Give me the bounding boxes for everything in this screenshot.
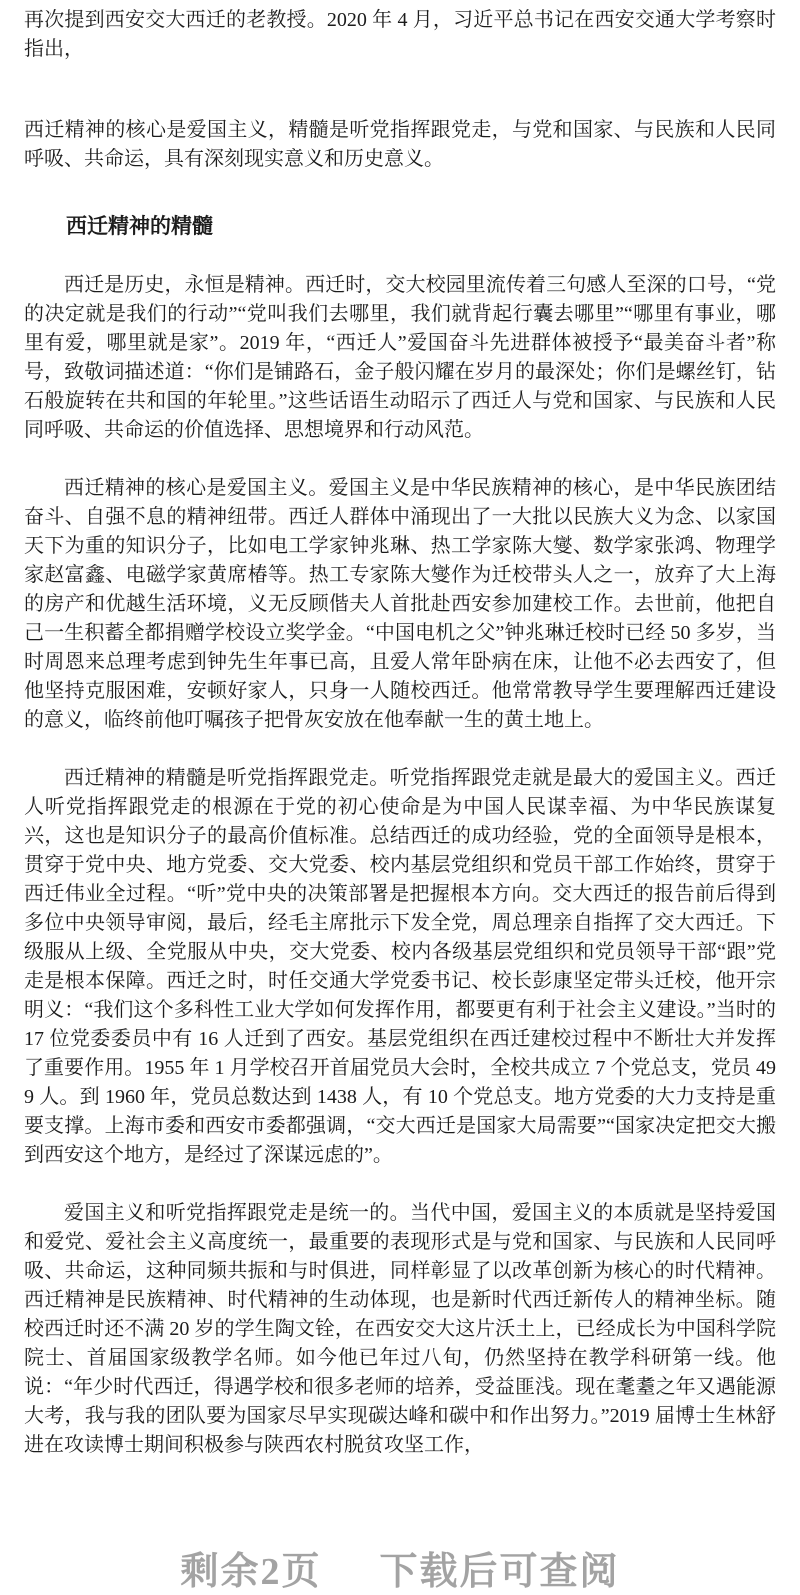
lead-paragraph: 西迁精神的核心是爱国主义，精髓是听党指挥跟党走，与党和国家、与民族和人民同呼吸、共命运，具有深刻现实意义和历史意义。 [24, 119, 776, 170]
page-footer [24, 1540, 776, 1595]
continuation-line: 再次提到西安交大西迁的老教授。2020 年 4 月，习近平总书记在西安交通大学考察时指出， [24, 9, 776, 60]
body-paragraph-3: 西迁精神的精髓是听党指挥跟党走。听党指挥跟党走就是最大的爱国主义。西迁人听党指挥跟党走的根源在于党的初心使命是为中国人民谋幸福、为中华民族谋复兴，这也是知识分子的最高价值标准。总结西迁的成功经验，党的全面领导是根本，贯穿于党中央、地方党委、交大党委、校内基层党组织和党员干部工作始终，贯穿于西迁伟业全过程。“听”党中央的决策部署是把握根本方向。交大西迁的报告前后得到多位中央领导审阅，最后，经毛主席批示下发全党，周总理亲自指挥了交大西迁。下级服从上级、全党服从中央，交大党委、校内各级基层党组织和党员领导干部“跟”党走是根本保障。西迁之时，时任交通大学党委书记、校长彭康坚定带头迁校，他开宗明义：“我们这个多科性工业大学如何发挥作用，都要更有利于社会主义建设。”当时的 17 位党委委员中有 16 人迁到了西安。基层党组织在西迁建校过程中不断壮大并发挥了重要作用。1955 年 1 月学校召开首届党员大会时，全校共成立 7 个党总支，党员 499 人。到 1960 年，党员总数达到 1438 人，有 10 个党总支。地方党委的大力支持是重要支撑。上海市委和西安市委都强调，“交大西迁是国家大局需要”“国家决定把交大搬到西安这个地方，是经过了深谋远虑的”。 [24, 767, 776, 1166]
download-hint-label: 下载后可查阅 [379, 1551, 620, 1593]
body-paragraph-1: 西迁是历史，永恒是精神。西迁时，交大校园里流传着三句感人至深的口号，“党的决定就是我们的行动”“党叫我们去哪里，我们就背起行囊去哪里”“哪里有事业，哪里有爱，哪里就是家”。2019 年，“西迁人”爱国奋斗先进群体被授予“最美奋斗者”称号，致敬词描述道：“你们是铺路石，金子般闪耀在岁月的最深处；你们是螺丝钉，钻石般旋转在共和国的年轮里。”这些话语生动昭示了西迁人与党和国家、与民族和人民同呼吸、共命运的价值选择、思想境界和行动风范。 [24, 274, 776, 441]
pages-remaining-label: 剩余2页 [180, 1551, 322, 1593]
body-paragraph-4: 爱国主义和听党指挥跟党走是统一的。当代中国，爱国主义的本质就是坚持爱国和爱党、爱社会主义高度统一，最重要的表现形式是与党和国家、与民族和人民同呼吸、共命运，这种同频共振和与时俱进，同样彰显了以改革创新为核心的时代精神。西迁精神是民族精神、时代精神的生动体现，也是新时代西迁新传人的精神坐标。随校西迁时还不满 20 岁的学生陶文铨，在西安交大这片沃土上，已经成长为中国科学院院士、首届国家级教学名师。如今他已年过八旬，仍然坚持在教学科研第一线。他说：“年少时代西迁，得遇学校和很多老师的培养，受益匪浅。现在耄耋之年又遇能源大考，我与我的团队要为国家尽早实现碳达峰和碳中和作出努力。”2019 届博士生林舒进在攻读博士期间积极参与陕西农村脱贫攻坚工作， [24, 1202, 776, 1456]
body-paragraph-2: 西迁精神的核心是爱国主义。爱国主义是中华民族精神的核心，是中华民族团结奋斗、自强不息的精神纽带。西迁人群体中涌现出了一大批以民族大义为念、以家国天下为重的知识分子，比如电工学家钟兆琳、热工学家陈大燮、数学家张鸿、物理学家赵富鑫、电磁学家黄席椿等。热工专家陈大燮作为迁校带头人之一，放弃了大上海的房产和优越生活环境，义无反顾偕夫人首批赴西安参加建校工作。去世前，他把自己一生积蓄全都捐赠学校设立奖学金。“中国电机之父”钟兆琳迁校时已经 50 多岁，当时周恩来总理考虑到钟先生年事已高，且爱人常年卧病在床，让他不必去西安了，但他坚持克服困难，安顿好家人，只身一人随校西迁。他常常教导学生要理解西迁建设的意义，临终前他叮嘱孩子把骨灰安放在他奉献一生的黄土地上。 [24, 477, 776, 731]
section-heading: 西迁精神的精髓 [66, 214, 213, 238]
